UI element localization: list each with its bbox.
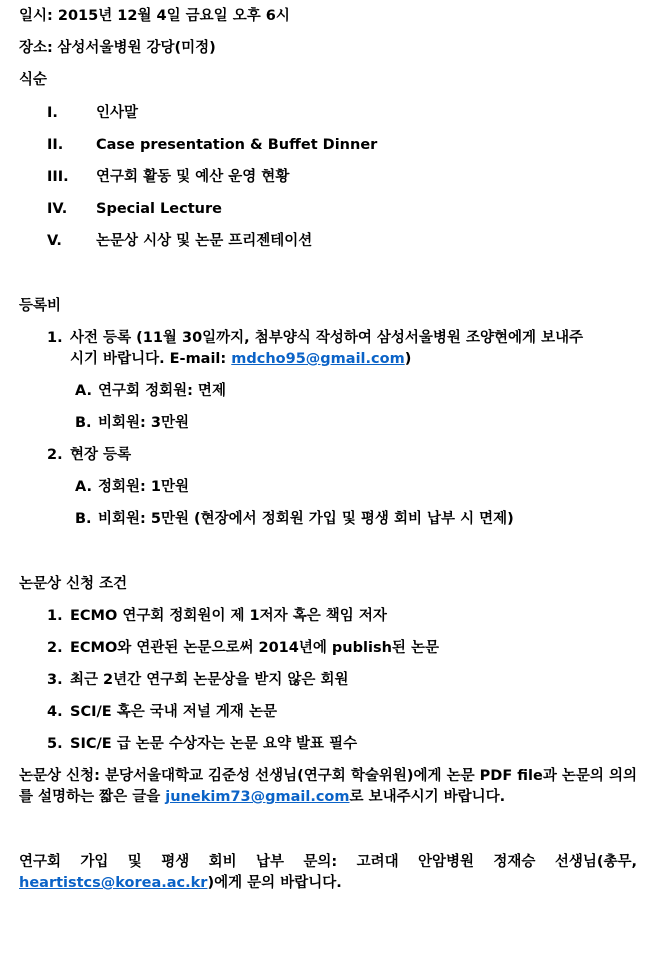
fee-pre-b-text: 비회원: 3만원 (98, 415, 189, 431)
fee-onsite-b-text: 비회원: 5만원 (현장에서 정회원 가입 및 평생 회비 납부 시 면제) (98, 511, 514, 527)
fee-onsite-number: 2. (47, 447, 63, 463)
contact-paragraph (19, 852, 637, 894)
award-item-number: 3. (47, 672, 63, 688)
program-item-text: 연구회 활동 및 예산 운영 현황 (96, 169, 290, 185)
fee-pre-line1: 사전 등록 (11월 30일까지, 첨부양식 작성하여 삼성서울병원 조양현에게 보내주 (70, 330, 584, 346)
fee-pre-b-letter: B. (75, 415, 92, 431)
program-item-number: II. (47, 137, 64, 153)
award-item-text: ECMO와 연관된 논문으로써 2014년에 publish된 논문 (70, 640, 439, 656)
program-item-number: III. (47, 169, 69, 185)
program-item-number: V. (47, 233, 62, 249)
email-link-heartistcs[interactable]: heartistcs@korea.ac.kr (19, 875, 208, 892)
contact-prefix: 연구회 가입 및 평생 회비 납부 문의: 고려대 안암병원 정재승 선생님(총무, (19, 854, 637, 870)
fee-onsite-a (75, 477, 189, 498)
program-item-text: Case presentation & Buffet Dinner (96, 137, 378, 153)
fee-pre-line2-prefix: 시기 바랍니다. E-mail: (70, 351, 232, 367)
fee-pre-a (75, 381, 226, 402)
email-link-mdcho[interactable]: mdcho95@gmail.com (231, 351, 405, 367)
award-item-text: ECMO 연구회 정회원이 제 1저자 혹은 책임 저자 (70, 608, 387, 624)
datetime-value: 2015년 12월 4일 금요일 오후 6시 (57, 8, 290, 24)
award-apply-suffix: 로 보내주시기 바랍니다. (349, 789, 506, 806)
fee-onsite-a-text: 정회원: 1만원 (98, 479, 189, 495)
fee-pre-a-letter: A. (75, 383, 92, 399)
program-item (47, 167, 289, 188)
program-item (47, 231, 312, 252)
award-item (47, 734, 357, 755)
venue-line (19, 38, 216, 59)
datetime-label: 일시: (19, 8, 53, 24)
venue-label: 장소: (19, 40, 53, 56)
award-item-text: SCI/E 혹은 국내 저널 게재 논문 (70, 704, 277, 720)
program-item (47, 135, 377, 156)
program-item-number: IV. (47, 201, 68, 217)
fee-pre-number: 1. (47, 330, 63, 346)
award-item-text: 최근 2년간 연구회 논문상을 받지 않은 회원 (70, 672, 349, 688)
fee-onsite-a-letter: A. (75, 479, 92, 495)
contact-suffix: )에게 문의 바랍니다. (207, 875, 342, 892)
fee-pre-registration (47, 328, 583, 349)
program-heading: 식순 (19, 72, 48, 88)
award-application (19, 766, 637, 808)
program-item-text: Special Lecture (96, 201, 222, 217)
fee-heading: 등록비 (19, 298, 62, 314)
fee-onsite-text: 현장 등록 (70, 447, 132, 463)
fee-onsite (47, 445, 131, 466)
award-item-number: 2. (47, 640, 63, 656)
award-item (47, 702, 277, 723)
fee-pre-b (75, 413, 189, 434)
award-item (47, 606, 387, 627)
fee-pre-line2-suffix: ) (404, 351, 412, 367)
email-link-junekim[interactable]: junekim73@gmail.com (165, 789, 350, 806)
fee-pre-line2 (70, 349, 411, 370)
fee-onsite-b-letter: B. (75, 511, 92, 527)
fee-onsite-b (75, 509, 514, 530)
award-item-number: 5. (47, 736, 63, 752)
program-item (47, 199, 222, 220)
award-item (47, 638, 439, 659)
venue-value: 삼성서울병원 강당(미정) (57, 40, 216, 56)
program-item-text: 논문상 시상 및 논문 프리젠테이션 (96, 233, 313, 249)
program-item (47, 103, 138, 124)
program-item-number: I. (47, 105, 58, 121)
award-item (47, 670, 349, 691)
program-item-text: 인사말 (96, 105, 139, 121)
datetime-line (19, 6, 290, 27)
award-item-number: 4. (47, 704, 63, 720)
award-item-number: 1. (47, 608, 63, 624)
award-apply-prefix: 논문상 신청: 분당서울대학교 김준성 선생님(연구회 학술위원)에게 논문 PDF file과 논문의 의의를 설명하는 짧은 글을 (19, 768, 637, 806)
fee-pre-a-text: 연구회 정회원: 면제 (98, 383, 226, 399)
award-item-text: SIC/E 급 논문 수상자는 논문 요약 발표 필수 (70, 736, 358, 752)
award-heading: 논문상 신청 조건 (19, 576, 128, 592)
